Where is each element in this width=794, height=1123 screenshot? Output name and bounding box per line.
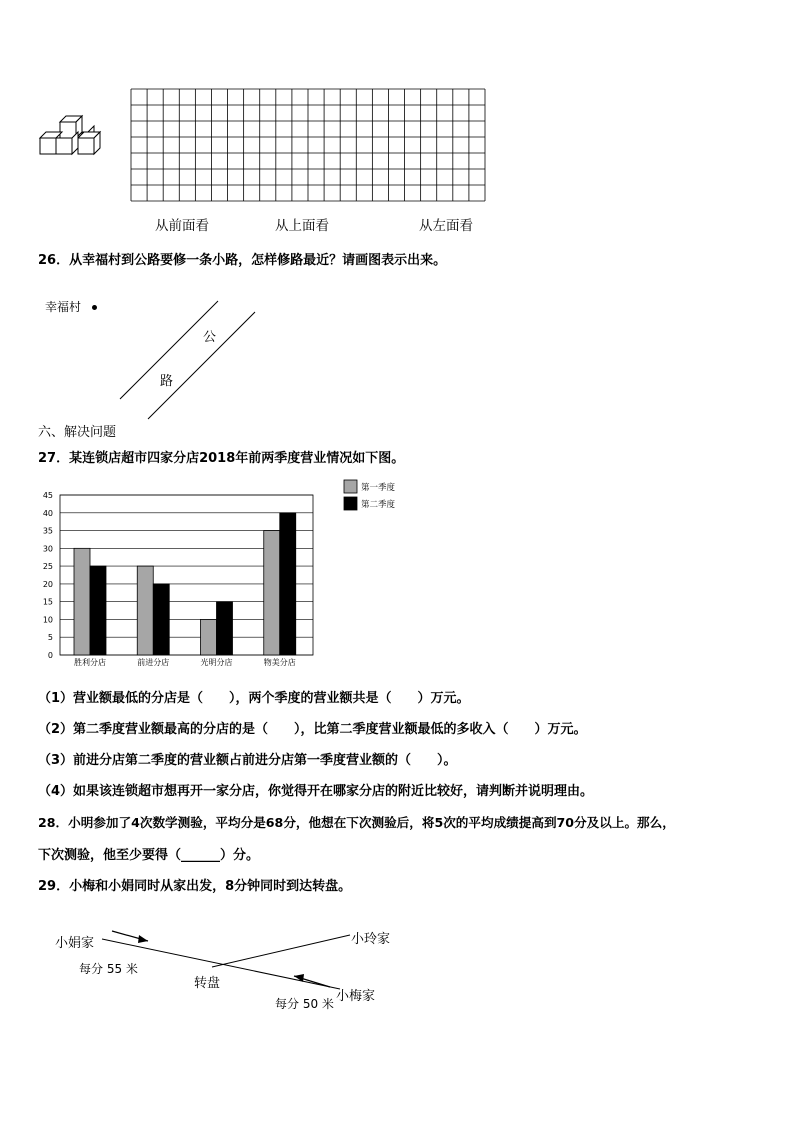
mei-home-label: 小梅家: [336, 989, 376, 1004]
legend-swatch: [344, 480, 357, 493]
bar-1: [137, 566, 153, 655]
road-label-gong: 公: [203, 330, 217, 345]
bar-2: [217, 602, 233, 655]
speed-50-label: 每分 50 米: [275, 997, 334, 1011]
x-tick-label: 光明分店: [200, 658, 233, 667]
question-27-3: （3）前进分店第二季度的营业额占前进分店第一季度营业额的（ ）。: [38, 753, 457, 768]
juan-home-label: 小娟家: [55, 936, 95, 951]
turntable-label: 转盘: [194, 976, 221, 991]
top-view-label: 从上面看: [275, 218, 329, 234]
front-view-label: 从前面看: [155, 218, 209, 234]
village-dot-icon: [92, 305, 97, 310]
x-tick-label: 胜利分店: [74, 658, 106, 667]
question-26: 26．从幸福村到公路要修一条小路，怎样修路最近？请画图表示出来。: [38, 253, 447, 268]
question-27-2: （2）第二季度营业额最高的分店的是（ ），比第二季度营业额最低的多收入（ ）万元。: [38, 722, 587, 737]
y-tick-label: 20: [42, 579, 53, 589]
y-tick-label: 40: [42, 508, 53, 518]
y-tick-label: 10: [42, 615, 53, 625]
y-tick-label: 5: [47, 633, 53, 643]
bar-2: [280, 513, 296, 655]
question-28-line1: 28．小明参加了4次数学测验，平均分是68分，他想在下次测验后，将5次的平均成绩提高到70分及以上。那么，: [38, 815, 675, 830]
y-tick-label: 15: [42, 597, 53, 607]
drawing-grid: [130, 88, 486, 202]
y-tick-label: 0: [47, 651, 53, 660]
y-tick-label: 45: [42, 491, 53, 500]
legend-label: 第一季度: [361, 483, 396, 493]
x-tick-label: 前进分店: [137, 658, 170, 667]
legend-swatch: [344, 497, 357, 510]
speed-55-label: 每分 55 米: [79, 962, 138, 976]
y-tick-label: 30: [42, 544, 53, 554]
question-29: 29．小梅和小娟同时从家出发，8分钟同时到达转盘。: [38, 879, 352, 894]
village-label: 幸福村: [45, 300, 82, 314]
y-tick-label: 35: [42, 526, 53, 536]
x-tick-label: 物美分店: [263, 658, 296, 667]
road-label-lu: 路: [160, 374, 174, 389]
bar-1: [201, 619, 217, 655]
question-27: 27．某连锁店超市四家分店2018年前两季度营业情况如下图。: [38, 451, 405, 466]
cube-stack-figure: [38, 112, 102, 160]
left-view-label: 从左面看: [419, 218, 473, 234]
ling-home-label: 小玲家: [351, 932, 391, 947]
road-figure: [110, 295, 260, 420]
y-tick-label: 25: [42, 562, 53, 572]
bar-2: [153, 584, 169, 655]
section-heading: 六、解决问题: [38, 425, 117, 440]
question-27-4: （4）如果该连锁超市想再开一家分店，你觉得开在哪家分店的附近比较好，请判断并说明理由。: [38, 784, 594, 799]
question-28-line2: 下次测验，他至少要得（______）分。: [38, 848, 260, 863]
legend-label: 第二季度: [361, 500, 396, 510]
bar-1: [264, 531, 280, 655]
bar-2: [90, 566, 106, 655]
question-27-1: （1）营业额最低的分店是（ ），两个季度的营业额共是（ ）万元。: [38, 691, 470, 706]
bar-chart: [30, 474, 420, 674]
bar-1: [74, 548, 90, 655]
